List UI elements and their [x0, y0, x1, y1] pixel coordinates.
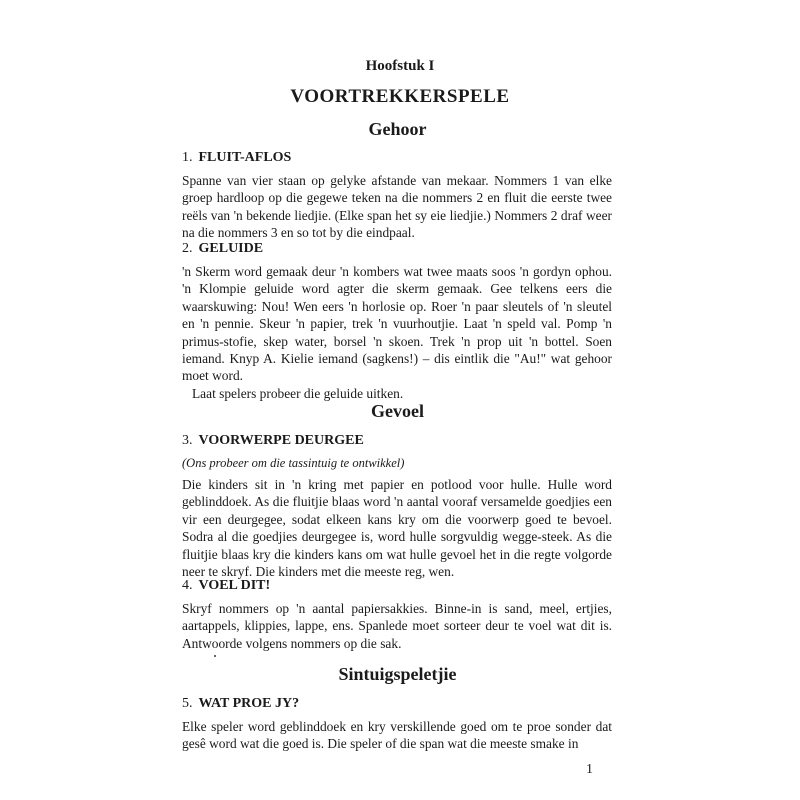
item-number: 5.: [182, 696, 193, 711]
item-heading-1: [182, 150, 612, 166]
item-subtitle-3: (Ons probeer om die tassintuig te ontwikkel): [182, 456, 405, 470]
item-number: 2.: [182, 241, 193, 256]
item-title: FLUIT-AFLOS: [198, 150, 292, 165]
paragraph: Die kinders sit in 'n kring met papier en potlood voor hulle. Hulle word geblinddoek. As die fluitjie blaas word 'n aantal vooraf versamelde goedjies een vir een deurgegee, sodat elkeen kans kry om die voorwerp goed te bevoel. Sodra al die goedjies deurgegee is, word hulle sorgvuldig wegge-steek. As die fluitjie blaas kry die kinders kans om wat hulle gevoel het in die regte volgorde neer te skryf. Die kinders met die meeste reg, wen.: [182, 477, 612, 580]
item-title: WAT PROE JY?: [198, 696, 300, 711]
paragraph: Skryf nommers op 'n aantal papiersakkies. Binne-in is sand, meel, ertjies, aartappels, klippies, lappe, ens. Spanlede moet sorteer deur te voel wat dit is. Antwoorde volgens nommers op die sak.: [182, 601, 612, 651]
section-heading-gehoor: Gehoor: [368, 119, 427, 139]
item-body-1: [182, 172, 612, 242]
item-heading-2: [182, 241, 612, 257]
item-body-4: [182, 600, 612, 652]
item-title: VOORWERPE DEURGEE: [198, 433, 364, 448]
item-number: 1.: [182, 150, 193, 165]
ink-speck: [214, 655, 216, 657]
item-heading-4: [182, 578, 612, 594]
item-title: GELUIDE: [198, 241, 264, 256]
item-number: 3.: [182, 433, 193, 448]
page-title: VOORTREKKERSPELE: [290, 86, 510, 107]
page-number: 1: [586, 762, 593, 777]
paragraph: 'n Skerm word gemaak deur 'n kombers wat twee maats soos 'n gordyn ophou. 'n Klompie geluide word agter die skerm gemaak. Gee telkens eers die waarskuwing: Nou! Wen eers 'n horlosie op. Roer 'n paar sleutels of 'n sleutel en 'n pennie. Skeur 'n papier, trek 'n vuurhoutjie. Laat 'n speld val. Pomp 'n primus-stofie, skep water, borsel 'n skoen. Trek 'n prop uit 'n bottel. Soen iemand. Knyp A. Kielie iemand (sagkens!) – dis eintlik die "Au!" wat gehoor moet word.: [182, 264, 612, 384]
item-body-3: [182, 476, 612, 580]
chapter-label: Hoofstuk I: [365, 58, 435, 74]
item-title: VOEL DIT!: [198, 578, 271, 593]
item-body-5: [182, 718, 612, 753]
item-heading-3: [182, 433, 612, 449]
paragraph: Elke speler word geblinddoek en kry verskillende goed om te proe sonder dat gesê word wat die goed is. Die speler of die span wat die meeste smake in: [182, 719, 612, 752]
paragraph: Laat spelers probeer die geluide uitken.: [192, 385, 404, 401]
paragraph: Spanne van vier staan op gelyke afstande van mekaar. Nommers 1 van elke groep hardloop op die gegewe teken na die nommers 2 en fluit die eerste twee reëls van 'n bekende liedjie. (Elke span het sy eie liedjie.) Nommers 2 draf weer na die nommers 3 en so tot by die eindpaal.: [182, 173, 612, 241]
item-heading-5: [182, 696, 612, 712]
section-heading-gevoel: Gevoel: [371, 401, 424, 421]
section-heading-sintuig: Sintuigspeletjie: [338, 664, 457, 684]
item-number: 4.: [182, 578, 193, 593]
item-body-2: [182, 263, 612, 402]
